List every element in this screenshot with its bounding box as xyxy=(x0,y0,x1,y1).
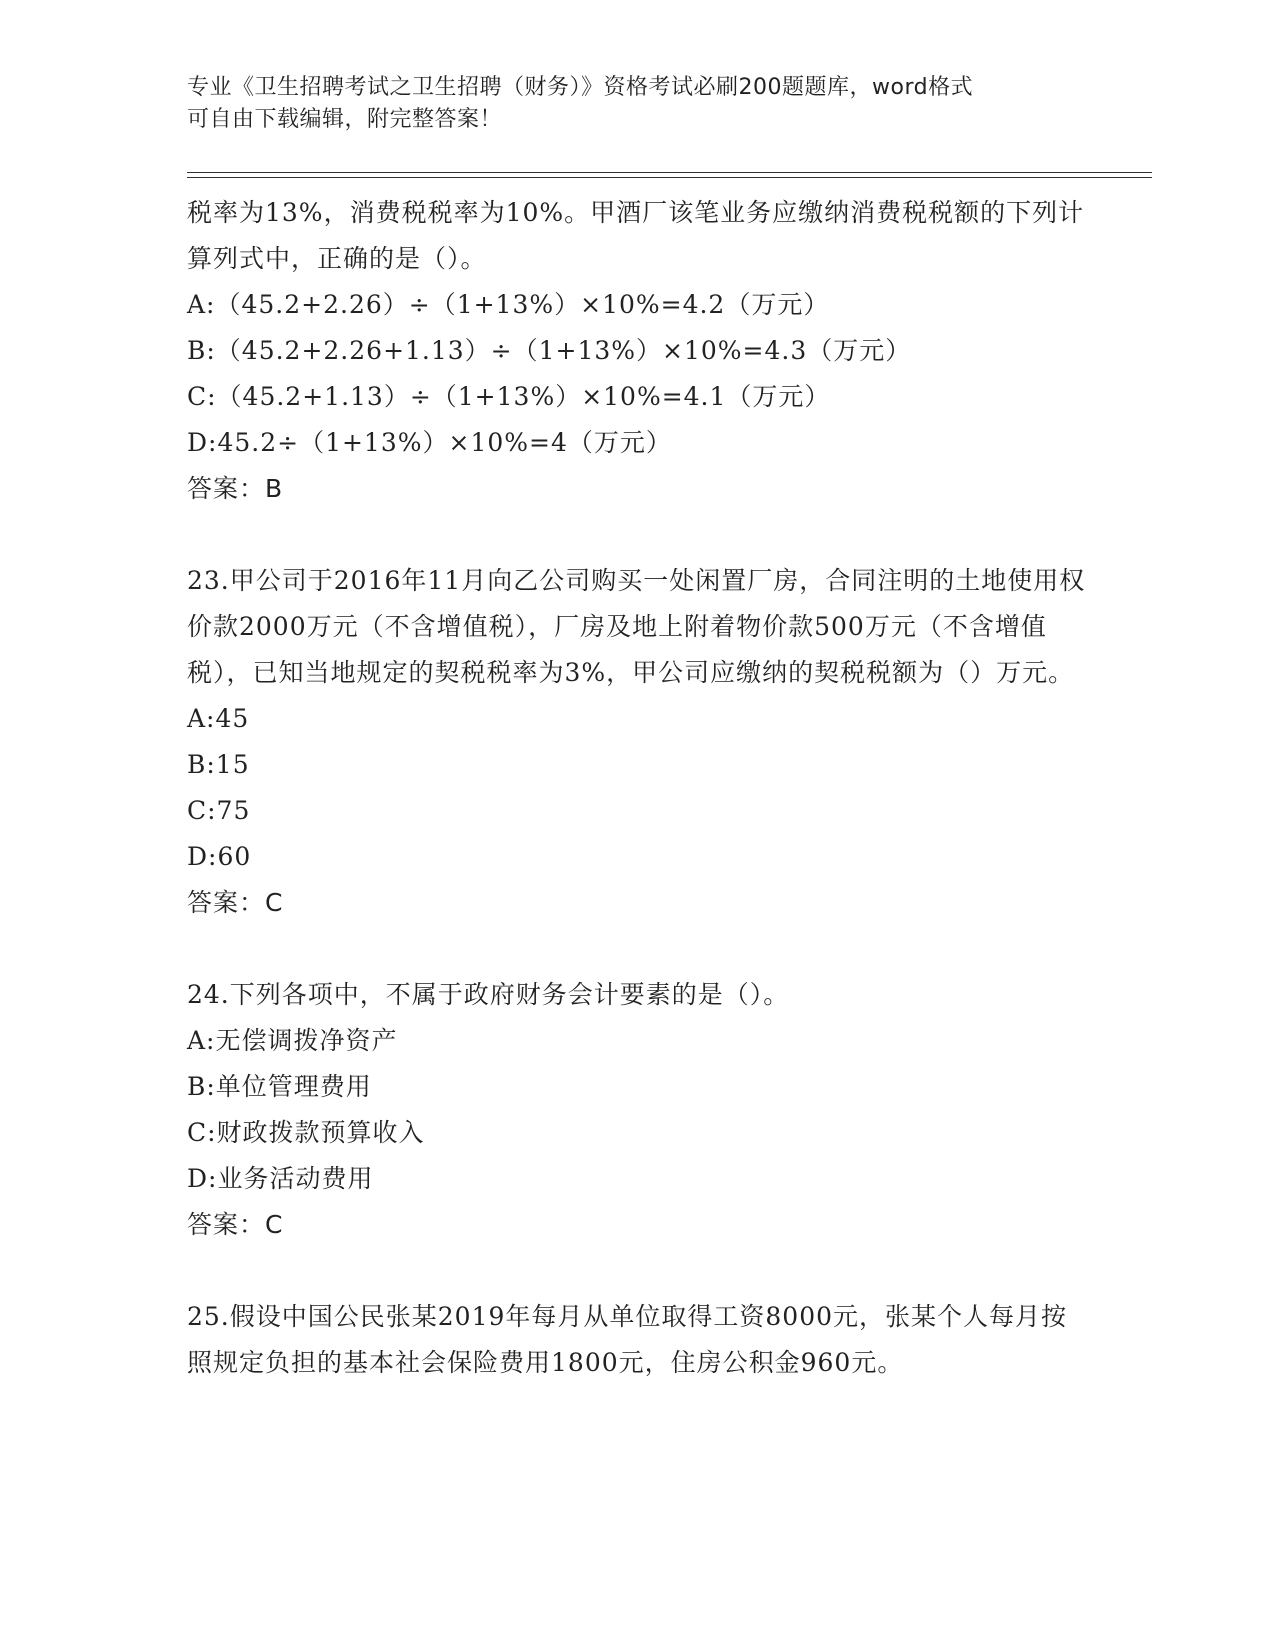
question-22-option-d: D:45.2÷（1+13%）×10%=4（万元） xyxy=(187,428,672,457)
question-22-text: 税率为13%，消费税税率为10%。甲酒厂该笔业务应缴纳消费税税额的下列计算列式中，正确的是（）。 xyxy=(187,198,1085,273)
question-23-answer: 答案：C xyxy=(187,888,284,917)
header-title-line-2: 可自由下载编辑，附完整答案！ xyxy=(187,107,503,132)
question-23-option-b: B:15 xyxy=(187,750,250,779)
question-25-text: 25.假设中国公民张某2019年每月从单位取得工资8000元，张某个人每月按照规定负担的基本社会保险费用1800元，住房公积金960元。 xyxy=(187,1302,1068,1377)
question-content xyxy=(187,190,1087,1386)
question-23-text: 23.甲公司于2016年11月向乙公司购买一处闲置厂房，合同注明的土地使用权价款2000万元（不含增值税），厂房及地上附着物价款500万元（不含增值税），已知当地规定的契税税率为3%，甲公司应缴纳的契税税额为（）万元。 xyxy=(187,566,1086,687)
question-24-answer: 答案：C xyxy=(187,1210,284,1239)
question-22-option-c: C:（45.2+1.13）÷（1+13%）×10%=4.1（万元） xyxy=(187,382,831,411)
question-23-option-d: D:60 xyxy=(187,842,252,871)
question-23-option-c: C:75 xyxy=(187,796,251,825)
question-24 xyxy=(187,972,1087,1248)
question-24-option-c: C:财政拨款预算收入 xyxy=(187,1118,425,1147)
question-23 xyxy=(187,558,1087,926)
spacer xyxy=(187,926,1087,972)
question-22-answer: 答案：B xyxy=(187,474,284,503)
spacer xyxy=(187,512,1087,558)
header-rule-top xyxy=(187,172,1152,173)
question-24-text: 24.下列各项中，不属于政府财务会计要素的是（）。 xyxy=(187,980,790,1009)
question-23-option-a: A:45 xyxy=(187,704,250,733)
header-title-line-1: 专业《卫生招聘考试之卫生招聘（财务）》资格考试必刷200题题库，word格式 xyxy=(187,75,974,100)
question-24-option-b: B:单位管理费用 xyxy=(187,1072,372,1101)
question-22-option-a: A:（45.2+2.26）÷（1+13%）×10%=4.2（万元） xyxy=(187,290,830,319)
question-22 xyxy=(187,190,1087,512)
spacer xyxy=(187,1248,1087,1294)
header-rule-bottom xyxy=(187,177,1152,178)
question-24-option-d: D:业务活动费用 xyxy=(187,1164,374,1193)
question-25 xyxy=(187,1294,1087,1386)
page-header xyxy=(187,72,1067,136)
question-24-option-a: A:无偿调拨净资产 xyxy=(187,1026,398,1055)
question-22-option-b: B:（45.2+2.26+1.13）÷（1+13%）×10%=4.3（万元） xyxy=(187,336,912,365)
